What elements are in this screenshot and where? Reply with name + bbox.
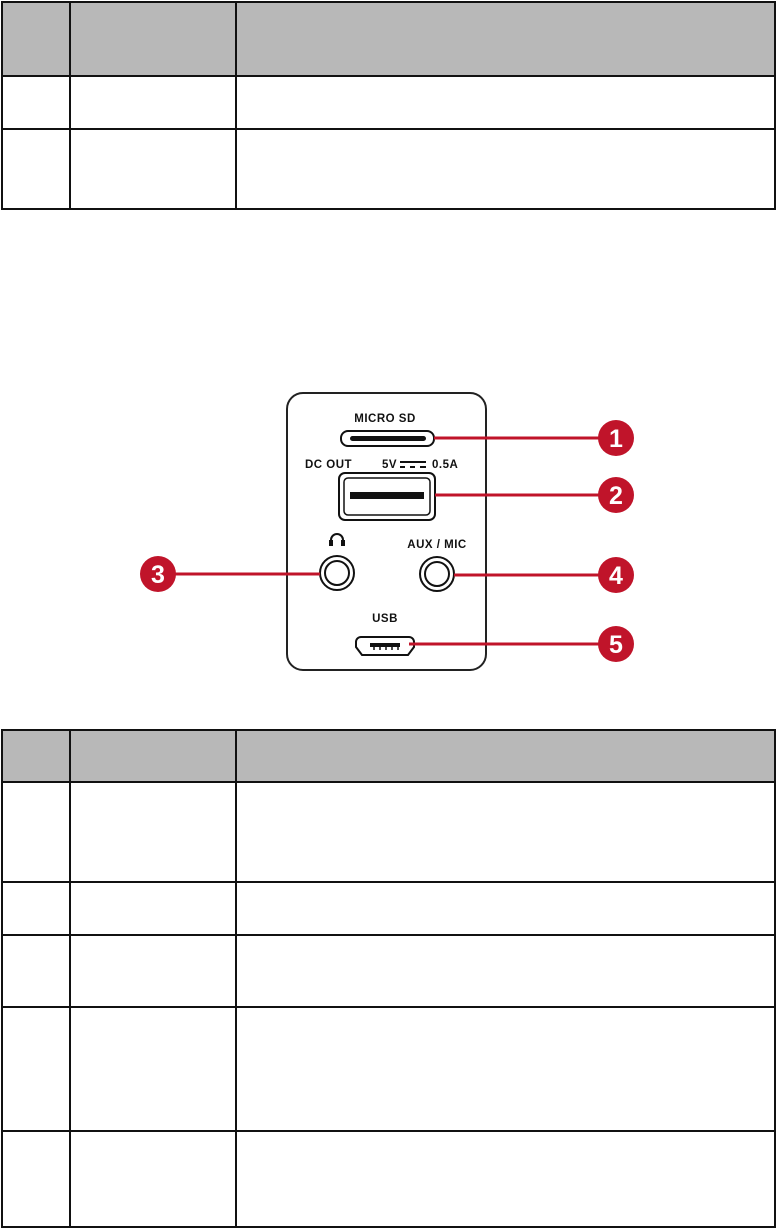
table-row	[2, 1007, 775, 1131]
header-cell-number	[2, 2, 70, 76]
table-cell	[236, 882, 775, 935]
table-cell	[2, 882, 70, 935]
callout-number: 4	[609, 562, 623, 590]
callout-number: 3	[151, 561, 165, 589]
callout-number: 5	[609, 631, 623, 659]
table-cell	[2, 76, 70, 129]
table-row	[2, 935, 775, 1007]
callout-1	[598, 420, 634, 456]
table-cell	[236, 1131, 775, 1227]
current-rating-label: 0.5A	[432, 459, 459, 471]
table-cell	[70, 1007, 236, 1131]
table-cell	[70, 882, 236, 935]
header-cell-name	[70, 2, 236, 76]
callout-3	[140, 556, 176, 592]
table-cell	[2, 782, 70, 882]
power-rating-label: 5V	[382, 459, 398, 471]
header-cell-description	[236, 2, 775, 76]
micro-usb-port-icon	[356, 637, 414, 655]
table-cell	[70, 782, 236, 882]
port-panel-diagram	[0, 380, 777, 680]
header-cell-name	[70, 730, 236, 782]
table-header-row	[2, 730, 775, 782]
table-cell	[70, 1131, 236, 1227]
header-cell-number	[2, 730, 70, 782]
top-spec-table	[1, 1, 776, 210]
table-cell	[2, 129, 70, 209]
aux-mic-label: AUX / MIC	[407, 539, 467, 551]
table-row	[2, 129, 775, 209]
table-row	[2, 782, 775, 882]
dc-out-label: DC OUT	[305, 459, 353, 471]
callout-5	[598, 626, 634, 662]
header-cell-description	[236, 730, 775, 782]
table-row	[2, 76, 775, 129]
table-cell	[70, 76, 236, 129]
table-cell	[2, 1007, 70, 1131]
aux-mic-jack-icon	[420, 557, 454, 591]
micro-sd-slot-icon	[341, 431, 434, 446]
table-header-row	[2, 2, 775, 76]
table-cell	[236, 76, 775, 129]
table-cell	[70, 129, 236, 209]
table-cell	[2, 1131, 70, 1227]
usb-a-port-icon	[339, 473, 435, 520]
micro-sd-label: MICRO SD	[354, 413, 416, 425]
callout-2	[598, 477, 634, 513]
bottom-spec-table	[1, 729, 776, 1228]
table-cell	[236, 935, 775, 1007]
usb-label: USB	[372, 613, 398, 625]
table-row	[2, 882, 775, 935]
table-cell	[236, 782, 775, 882]
headphone-jack-icon	[320, 556, 354, 590]
table-cell	[70, 935, 236, 1007]
callout-4	[598, 557, 634, 593]
callout-number: 1	[609, 425, 623, 453]
callout-number: 2	[609, 482, 623, 510]
table-cell	[236, 129, 775, 209]
table-cell	[2, 935, 70, 1007]
table-row	[2, 1131, 775, 1227]
table-cell	[236, 1007, 775, 1131]
